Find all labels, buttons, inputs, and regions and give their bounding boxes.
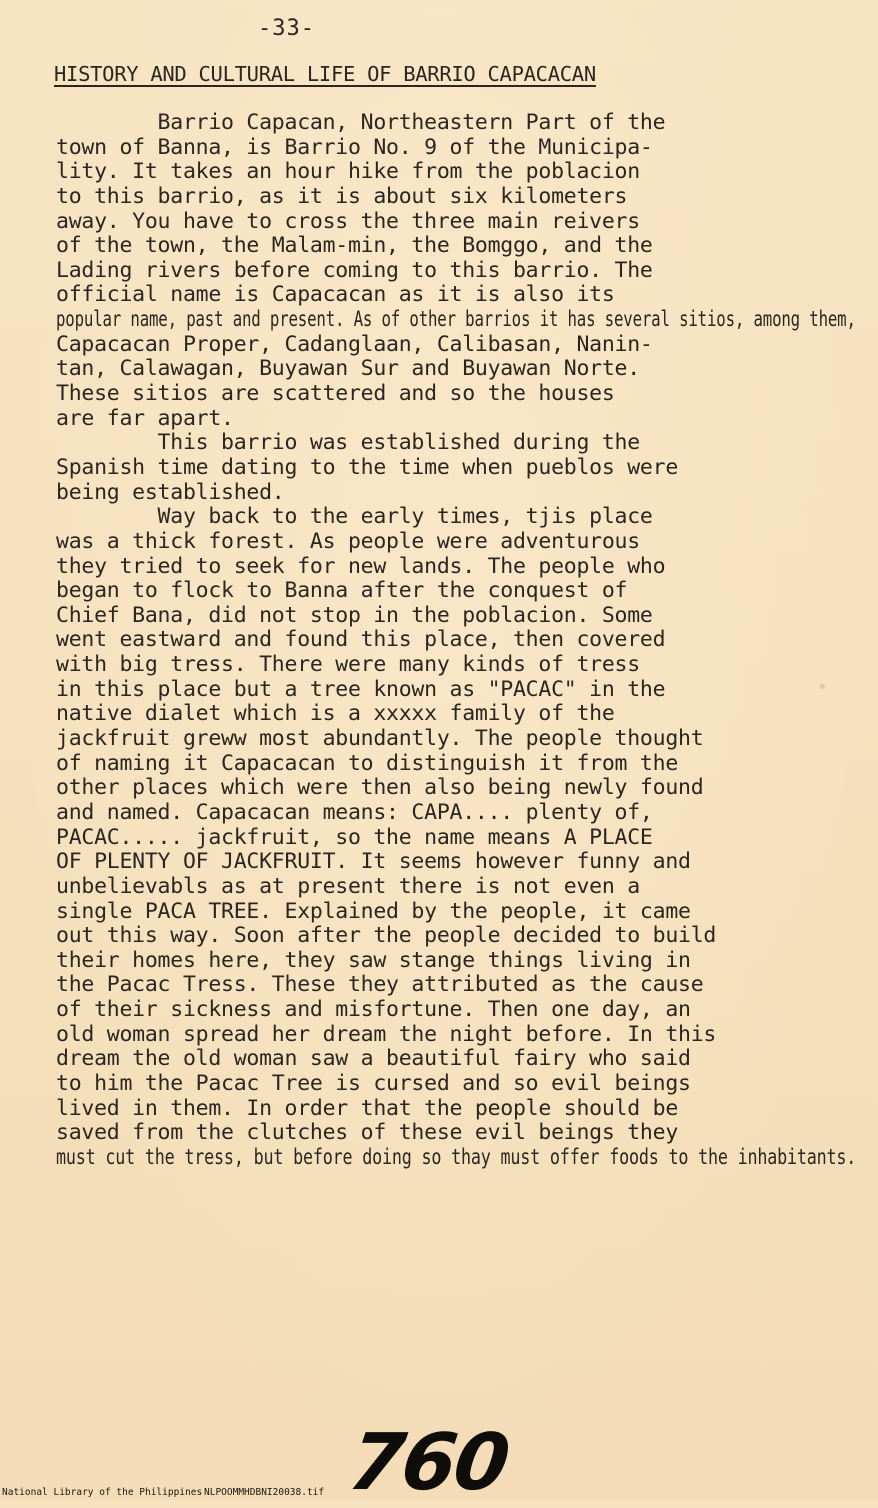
body-line: Spanish time dating to the time when pueblos were: [56, 454, 679, 480]
body-line: they tried to seek for new lands. The people who: [56, 553, 666, 579]
body-line: saved from the clutches of these evil beings they: [56, 1120, 679, 1146]
page-number: -33-: [258, 16, 315, 41]
body-line: native dialet which is a xxxxx family of the: [56, 701, 615, 727]
body-line: began to flock to Banna after the conquest of: [56, 578, 628, 604]
body-line: Barrio Capacan, Northeastern Part of the: [56, 110, 666, 135]
body-line: out this way. Soon after the people decided to build: [56, 923, 717, 949]
body-line: OF PLENTY OF JACKFRUIT. It seems however funny and: [56, 849, 691, 875]
body-line: PACAC..... jackfruit, so the name means A PLACE: [56, 824, 653, 850]
body-line: went eastward and found this place, then covered: [56, 627, 666, 653]
body-line: This barrio was established during the: [56, 430, 640, 456]
body-line: was a thick forest. As people were adventurous: [56, 528, 640, 554]
body-line: and named. Capacacan means: CAPA.... plenty of,: [56, 799, 653, 825]
body-line: tan, Calawagan, Buyawan Sur and Buyawan Norte.: [56, 356, 640, 382]
body-line: must cut the tress, but before doing so thay must offer foods to the inhabitants.: [56, 1144, 857, 1170]
paper-speck: [820, 684, 825, 689]
body-line: their homes here, they saw stange things living in: [56, 947, 691, 973]
body-line: to this barrio, as it is about six kilometers: [56, 183, 628, 209]
body-line: to him the Pacac Tree is cursed and so evil beings: [56, 1070, 691, 1096]
body-line: unbelievabls as at present there is not even a: [56, 873, 640, 899]
document-title: HISTORY AND CULTURAL LIFE OF BARRIO CAPACACAN: [54, 62, 596, 86]
body-line: Lading rivers before coming to this barrio. The: [56, 257, 653, 283]
body-line: of their sickness and misfortune. Then one day, an: [56, 997, 691, 1023]
footer-file-name: NLPOOMMHDBNI20038.tif: [204, 1487, 325, 1498]
body-line: Way back to the early times, tjis place: [56, 504, 653, 530]
body-line: of naming it Capacacan to distinguish it from the: [56, 750, 679, 776]
body-line: jackfruit greww most abundantly. The people thought: [56, 726, 704, 752]
handwritten-page-number: 760: [343, 1418, 514, 1508]
body-line: lived in them. In order that the people should be: [56, 1095, 679, 1121]
body-line: single PACA TREE. Explained by the people, it came: [56, 898, 691, 924]
body-line: Chief Bana, did not stop in the poblacion. Some: [56, 602, 653, 628]
body-line: the Pacac Tress. These they attributed as the cause: [56, 972, 704, 998]
body-line: of the town, the Malam-min, the Bomggo, and the: [56, 233, 653, 259]
body-line: lity. It takes an hour hike from the poblacion: [56, 159, 640, 185]
body-line: Capacacan Proper, Cadanglaan, Calibasan, Nanin-: [56, 331, 653, 357]
body-line: dream the old woman saw a beautiful fairy who said: [56, 1046, 691, 1072]
body-text: [56, 111, 856, 1171]
body-line: other places which were then also being newly found: [56, 775, 704, 801]
body-line: away. You have to cross the three main reivers: [56, 208, 640, 234]
body-line: town of Banna, is Barrio No. 9 of the Municipa-: [56, 134, 653, 160]
footer-source-label: National Library of the Philippines: [2, 1487, 203, 1498]
body-line: with big tress. There were many kinds of tress: [56, 652, 640, 678]
body-line: being established.: [56, 479, 285, 505]
body-line: popular name, past and present. As of other barrios it has several sitios, among them,: [56, 307, 856, 333]
body-line: official name is Capacacan as it is also its: [56, 282, 615, 308]
body-line: old woman spread her dream the night before. In this: [56, 1021, 717, 1047]
body-line: in this place but a tree known as "PACAC" in the: [56, 676, 666, 702]
body-line: These sitios are scattered and so the houses: [56, 381, 615, 407]
body-line: are far apart.: [56, 405, 234, 431]
